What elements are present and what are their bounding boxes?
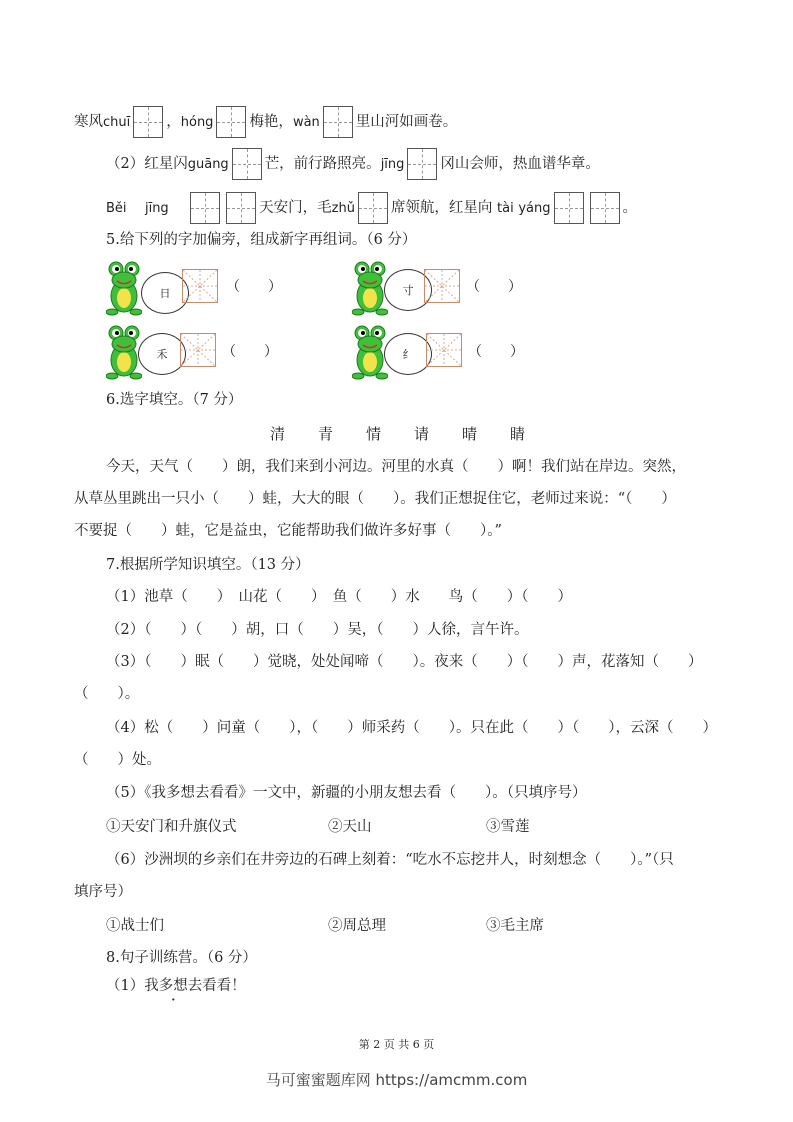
q6-options: 清 青 情 请 晴 睛 <box>270 425 526 443</box>
answer-paren[interactable]: （ ） <box>222 344 278 360</box>
q5-title: 5.给下列的字加偏旁，组成新字再组词。（6 分） <box>106 232 417 248</box>
answer-paren[interactable]: （ ） <box>468 344 524 360</box>
q7-title: 7.根据所学知识填空。（13 分） <box>106 557 310 573</box>
q7-line3: （3）（ ）眠（ ）觉晓，处处闻啼（ ）。夜来（ ）（ ）声，花落知（ ） <box>106 654 703 670</box>
q6-passage-line2: 从草丛里跳出一只小（ ）蛙，大大的眼（ ）。我们正想捉住它，老师过来说：“（ ） <box>74 491 676 507</box>
writing-grid[interactable] <box>182 269 218 303</box>
radical-oval: 禾 <box>138 333 186 375</box>
site-watermark: 马可蜜蜜题库网 https://amcmm.com <box>265 1071 528 1089</box>
writing-box[interactable] <box>358 192 388 224</box>
radical-oval: 日 <box>141 272 189 314</box>
q7-line4: （4）松（ ）问童（ ），（ ）师采药（ ）。只在此（ ）（ ），云深（ ） <box>106 720 717 736</box>
page-number: 第 2 页 共 6 页 <box>358 1038 435 1051</box>
writing-box[interactable] <box>190 192 220 224</box>
q6-title: 6.选字填空。（7 分） <box>106 392 243 408</box>
q7-line2: （2）（ ）（ ）胡，口（ ）吴，（ ）人徐，言午许。 <box>106 622 529 638</box>
q7-line5: （5）《我多想去看看》一文中，新疆的小朋友想去看（ ）。（只填序号） <box>106 785 587 801</box>
q8-line1: （1）我多想去看看！ <box>106 978 246 994</box>
q7-line6b: 填序号） <box>74 884 132 900</box>
writing-box[interactable] <box>226 192 256 224</box>
q7-line4b: （ ）处。 <box>74 752 161 768</box>
writing-box[interactable] <box>590 192 620 224</box>
q7-line5-options: ①天安门和升旗仪式 ②天山 ③雪莲 <box>106 819 530 835</box>
q7-line3b: （ ）。 <box>74 686 140 702</box>
q4-line3: Běi jīng 天安门，毛zhǔ 席领航，红星向 tài yáng 。 <box>106 192 637 224</box>
q7-line1: （1）池草（ ） 山花（ ） 鱼（ ）水 鸟（ ）（ ） <box>106 589 572 605</box>
q4-line2: （2）红星闪guāng 芒，前行路照亮。jīng 冈山会师，热血谱华章。 <box>106 148 600 180</box>
q8-title: 8.句子训练营。（6 分） <box>106 950 257 966</box>
emphasized-words: 多想 <box>158 978 188 994</box>
radical-oval: 寸 <box>384 269 432 311</box>
writing-box[interactable] <box>133 106 163 138</box>
writing-box[interactable] <box>407 148 437 180</box>
radical-oval: 纟 <box>384 333 432 375</box>
frog-icon <box>106 324 142 380</box>
frog-icon <box>352 324 388 380</box>
writing-box[interactable] <box>323 106 353 138</box>
q6-passage-line1: 今天，天气（ ）朗，我们来到小河边。河里的水真（ ）啊！我们站在岸边。突然， <box>106 459 686 475</box>
q7-line6-options: ①战士们 ②周总理 ③毛主席 <box>106 918 544 934</box>
writing-grid[interactable] <box>426 333 462 367</box>
q4-line1: 寒风chuī ，hóng 梅艳，wàn 里山河如画卷。 <box>74 106 457 138</box>
q7-line6: （6）沙洲坝的乡亲们在井旁边的石碑上刻着：“吃水不忘挖井人，时刻想念（ ）。”（只 <box>106 852 674 868</box>
writing-box[interactable] <box>216 106 246 138</box>
writing-box[interactable] <box>232 148 262 180</box>
answer-paren[interactable]: （ ） <box>466 279 522 295</box>
writing-grid[interactable] <box>180 333 216 367</box>
answer-paren[interactable]: （ ） <box>226 279 282 295</box>
writing-grid[interactable] <box>424 269 460 303</box>
q6-passage-line3: 不要捉（ ）蛙，它是益虫，它能帮助我们做许多好事（ ）。” <box>74 523 502 539</box>
writing-box[interactable] <box>554 192 584 224</box>
frog-icon <box>352 260 388 316</box>
frog-icon <box>106 260 142 316</box>
